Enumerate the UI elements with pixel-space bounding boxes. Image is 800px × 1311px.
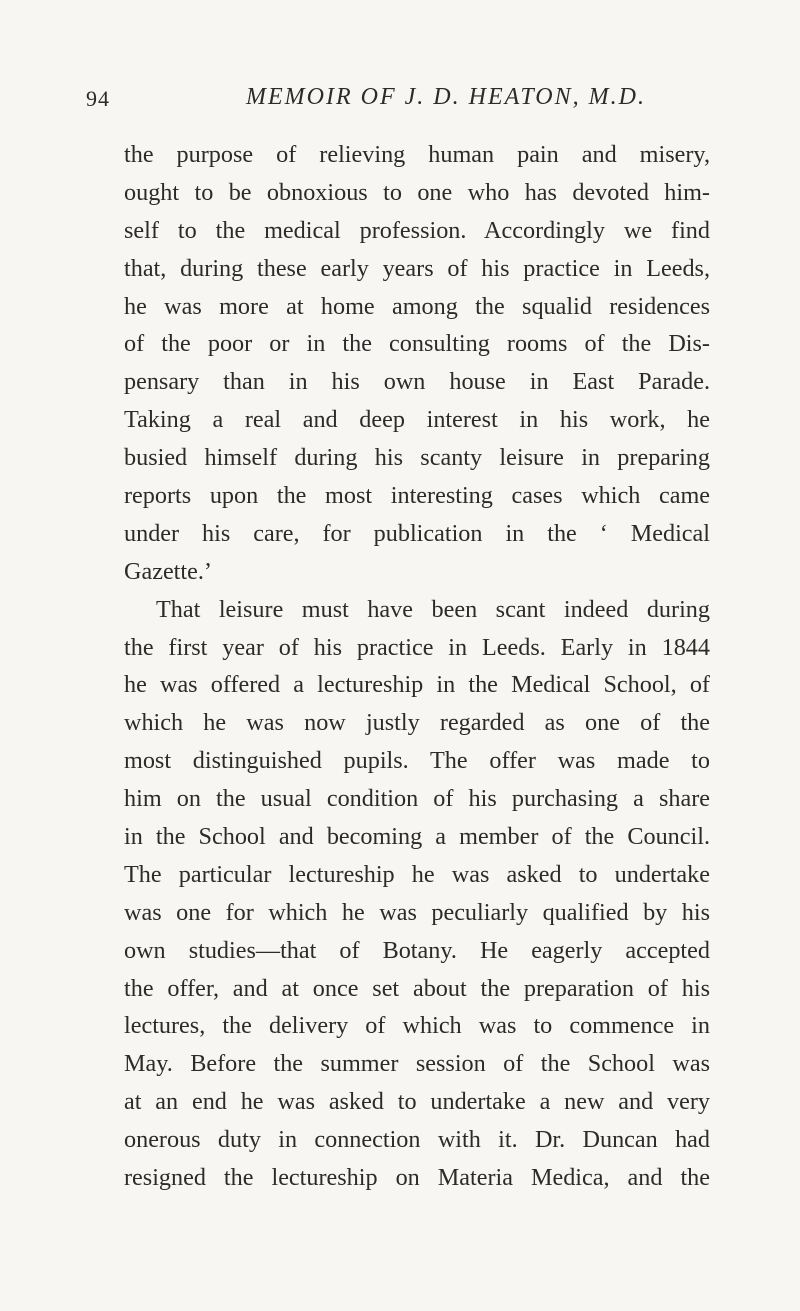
body-text [124,136,710,1197]
running-title: MEMOIR OF J. D. HEATON, M.D. [246,84,646,110]
text-line: that, during these early years of his practice in Leeds, [124,254,710,282]
text-line: in the School and becoming a member of the Council. [124,823,710,851]
paragraph-2 [124,591,710,1197]
text-line: most distinguished pupils. The offer was made to [124,747,710,775]
text-line: ought to be obnoxious to one who has devoted him- [124,178,710,206]
text-line: he was more at home among the squalid residences [124,292,710,320]
text-line: he was offered a lectureship in the Medical School, of [124,671,710,699]
text-line: That leisure must have been scant indeed during [156,595,710,623]
text-line: under his care, for publication in the ‘ Medical [124,519,710,547]
page-number: 94 [86,86,110,111]
text-line: Taking a real and deep interest in his work, he [124,406,710,434]
text-line: resigned the lectureship on Materia Medica, and the [124,1164,710,1192]
text-line: the purpose of relieving human pain and misery, [124,141,710,168]
paragraph-1 [124,136,710,591]
text-line: was one for which he was peculiarly qualified by his [124,898,710,926]
text-line: reports upon the most interesting cases which came [124,482,710,510]
text-line: busied himself during his scanty leisure in preparing [124,444,710,472]
text-line: own studies—that of Botany. He eagerly accepted [124,936,710,964]
text-line: lectures, the delivery of which was to commence in [124,1012,710,1040]
text-line: The particular lectureship he was asked to undertake [124,860,710,888]
text-line: him on the usual condition of his purchasing a share [124,785,710,813]
text-line: the first year of his practice in Leeds. Early in 1844 [124,633,710,661]
text-line: onerous duty in connection with it. Dr. Duncan had [124,1126,710,1154]
text-line: of the poor or in the consulting rooms of the Dis- [124,330,710,358]
text-line: pensary than in his own house in East Parade. [124,368,710,396]
text-line: Gazette.’ [124,557,212,585]
running-head [86,80,726,110]
text-line: at an end he was asked to undertake a new and very [124,1088,710,1116]
text-line: self to the medical profession. Accordingly we find [124,216,710,244]
text-line: May. Before the summer session of the School was [124,1050,710,1078]
text-line: the offer, and at once set about the preparation of his [124,974,710,1002]
text-line: which he was now justly regarded as one of the [124,709,710,737]
